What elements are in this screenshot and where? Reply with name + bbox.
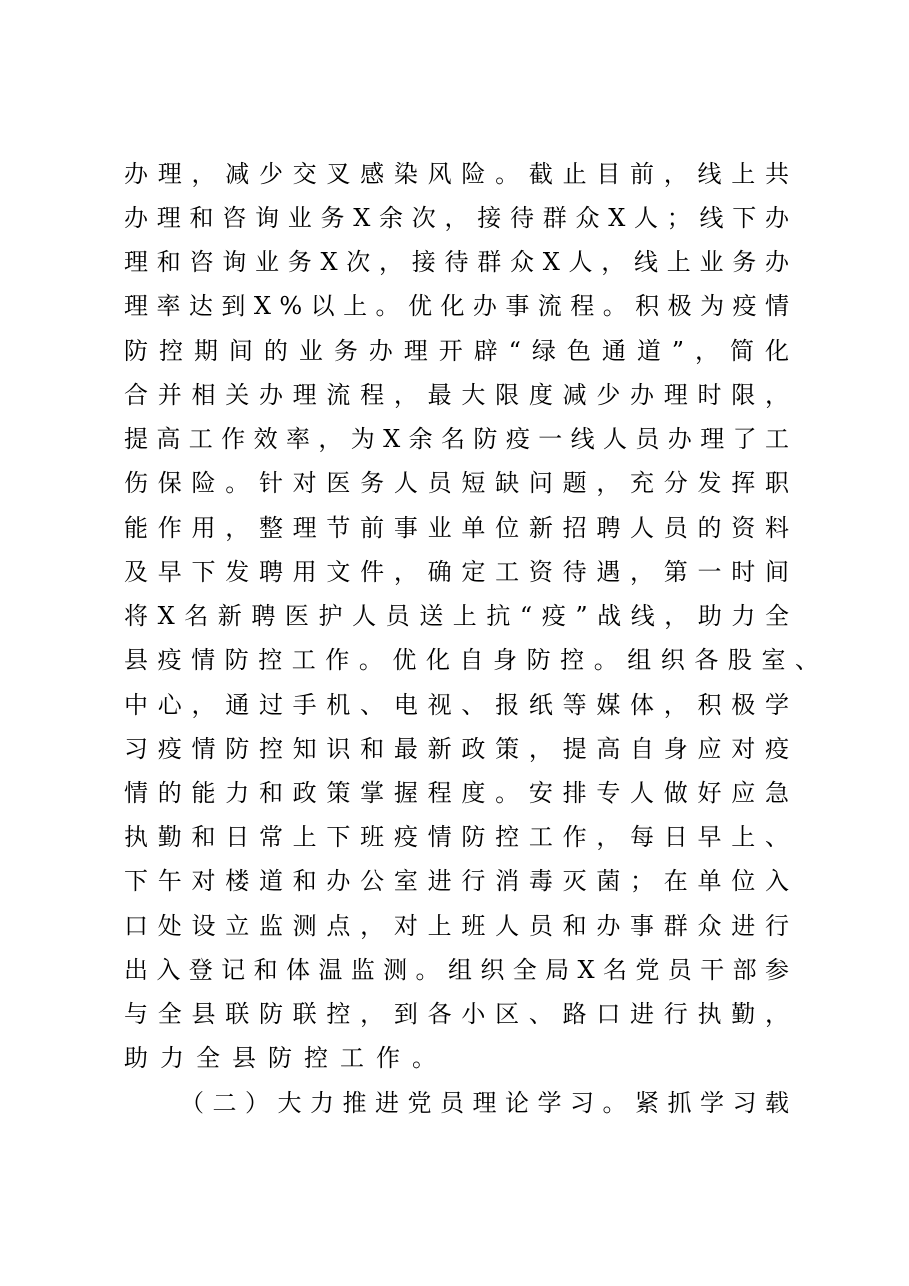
- body-line-8: 伤保险。针对医务人员短缺问题，充分发挥职: [124, 469, 799, 497]
- body-line-10: 及早下发聘用文件，确定工资待遇，第一时间: [124, 558, 799, 586]
- body-line-11: 将X名新聘医护人员送上抗“疫”战线，助力全: [124, 602, 799, 630]
- body-line-16: 执勤和日常上下班疫情防控工作，每日早上、: [124, 823, 799, 851]
- body-line-5: 防控期间的业务办理开辟“绿色通道”，简化: [124, 337, 800, 365]
- body-line-21: 助力全县防控工作。: [124, 1044, 448, 1072]
- body-line-9: 能作用，整理节前事业单位新招聘人员的资料: [124, 514, 799, 542]
- body-line-7: 提高工作效率，为X余名防疫一线人员办理了工: [124, 425, 798, 453]
- body-line-6: 合并相关办理流程，最大限度减少办理时限，: [124, 381, 799, 409]
- body-line-4: 理率达到X%以上。优化办事流程。积极为疫情: [124, 292, 798, 320]
- body-line-1: 办理，减少交叉感染风险。截止目前，线上共: [124, 160, 799, 188]
- body-line-20: 与全县联防联控，到各小区、路口进行执勤，: [124, 1000, 799, 1028]
- body-line-2: 办理和咨询业务X余次，接待群众X人；线下办: [124, 204, 798, 232]
- body-line-19: 出入登记和体温监测。组织全局X名党员干部参: [124, 956, 798, 984]
- body-line-17: 下午对楼道和办公室进行消毒灭菌；在单位入: [124, 867, 799, 895]
- body-line-18: 口处设立监测点，对上班人员和办事群众进行: [124, 912, 799, 940]
- body-line-15: 情的能力和政策掌握程度。安排专人做好应急: [124, 779, 799, 807]
- section-heading-line: （二）大力推进党员理论学习。紧抓学习载: [180, 1089, 798, 1117]
- body-line-3: 理和咨询业务X次，接待群众X人，线上业务办: [124, 248, 798, 276]
- body-line-12: 县疫情防控工作。优化自身防控。组织各股室、: [124, 646, 829, 674]
- body-line-14: 习疫情防控知识和最新政策，提高自身应对疫: [124, 735, 799, 763]
- body-line-13: 中心，通过手机、电视、报纸等媒体，积极学: [124, 691, 799, 719]
